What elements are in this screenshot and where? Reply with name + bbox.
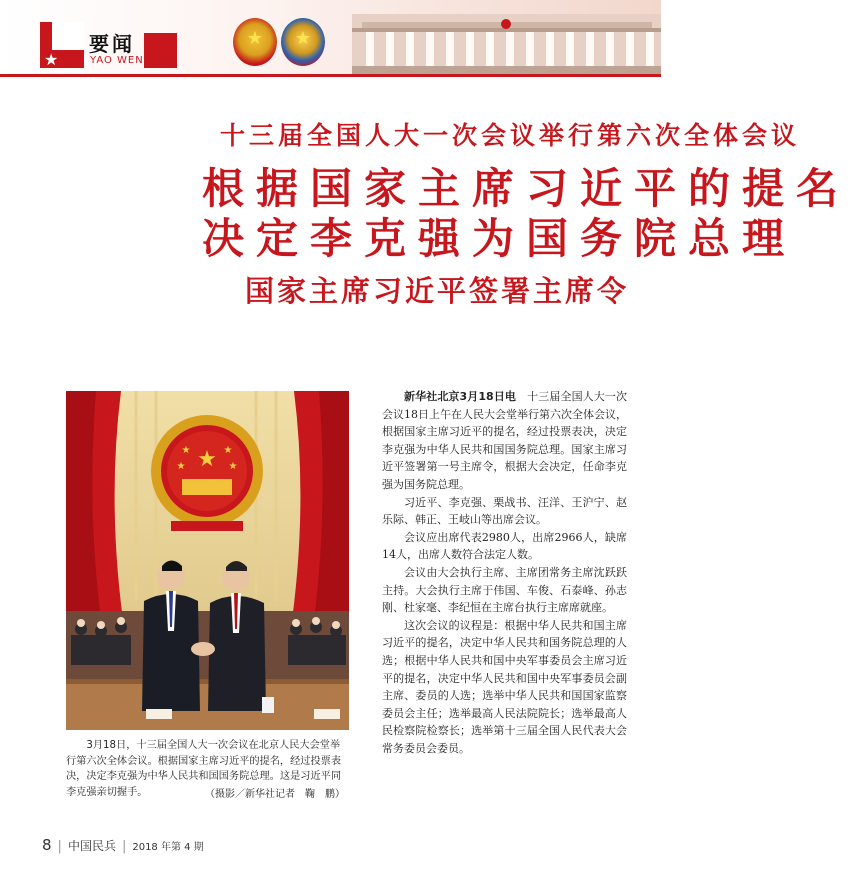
article-paragraph: 会议应出席代表2980人，出席2966人，缺席14人，出席人数符合法定人数。 (382, 530, 627, 562)
great-hall-illustration (352, 14, 661, 74)
article-paragraph (382, 388, 627, 494)
svg-text:★: ★ (223, 445, 233, 456)
cppcc-emblem-icon: ★ (281, 18, 325, 66)
header-red-block (144, 33, 177, 68)
photo-credit: （摄影／新华社记者 鞠 鹏） (205, 789, 345, 800)
paragraph-text: 十三届全国人大一次会议18日上午在人民大会堂举行第六次全体会议，根据国家主席习近平的提名，经过投票表决，决定李克强为中华人民共和国国务院总理。国家主席习近平签署第一号主席令，根据大会决定，任命李克强为国务院总理。 (382, 390, 627, 491)
article-body (382, 388, 627, 757)
article-paragraph: 习近平、李克强、栗战书、汪洋、王沪宁、赵乐际、韩正、王岐山等出席会议。 (382, 495, 627, 527)
page-header (0, 0, 661, 76)
footer-divider: | (57, 839, 62, 854)
svg-text:★: ★ (197, 447, 217, 472)
svg-text:★: ★ (228, 461, 238, 472)
national-emblem-icon: ★ (233, 18, 277, 66)
footer-divider: | (121, 839, 127, 854)
svg-text:★: ★ (181, 445, 191, 456)
dateline: 新华社北京3月18日电 (404, 390, 517, 403)
star-icon: ★ (44, 50, 59, 69)
page-footer (42, 836, 204, 854)
section-logo-notch (52, 22, 84, 50)
article-paragraph: 这次会议的议程是：根据中华人民共和国主席习近平的提名，决定中华人民共和国务院总理的人选；根据中华人民共和国中央军事委员会主席习近平的提名，决定中华人民共和国中央军事委员会副主席、委员的人选；选举中华人民共和国国家监察委员会主任；选举最高人民法院院长；选举最高人民检察院检察长；选举第十三届全国人民代表大会常务委员会委员。 (382, 618, 627, 755)
sub-headline: 国家主席习近平签署主席令 (245, 274, 630, 308)
article-paragraph: 会议由大会执行主席、主席团常务主席沈跃跃主持。大会执行主席于伟国、车俊、石泰峰、孙志刚、杜家毫、李纪恒在主席台执行主席席就座。 (382, 565, 627, 615)
page-number: 8 (42, 836, 52, 854)
svg-text:★: ★ (176, 461, 186, 472)
news-photo (66, 391, 349, 730)
header-rule (0, 74, 661, 77)
main-headline-line-2: 决定李克强为国务院总理 (202, 214, 797, 263)
magazine-name: 中国民兵 (67, 839, 116, 853)
main-headline-line-1: 根据国家主席习近平的提名 (202, 164, 850, 213)
section-title: 要闻 (89, 32, 135, 56)
photo-caption: 3月18日，十三届全国人大一次会议在北京人民大会堂举行第六次全体会议。根据国家主席习近平的提名，经过投票表决，决定李克强为中华人民共和国国务院总理。这是习近平同李克强亲切握手。 (66, 740, 342, 798)
kicker-headline: 十三届全国人大一次会议举行第六次全体会议 (220, 121, 801, 150)
section-subtitle: YAO WEN (90, 55, 144, 66)
issue-label: 2018 年第 4 期 (132, 842, 204, 853)
